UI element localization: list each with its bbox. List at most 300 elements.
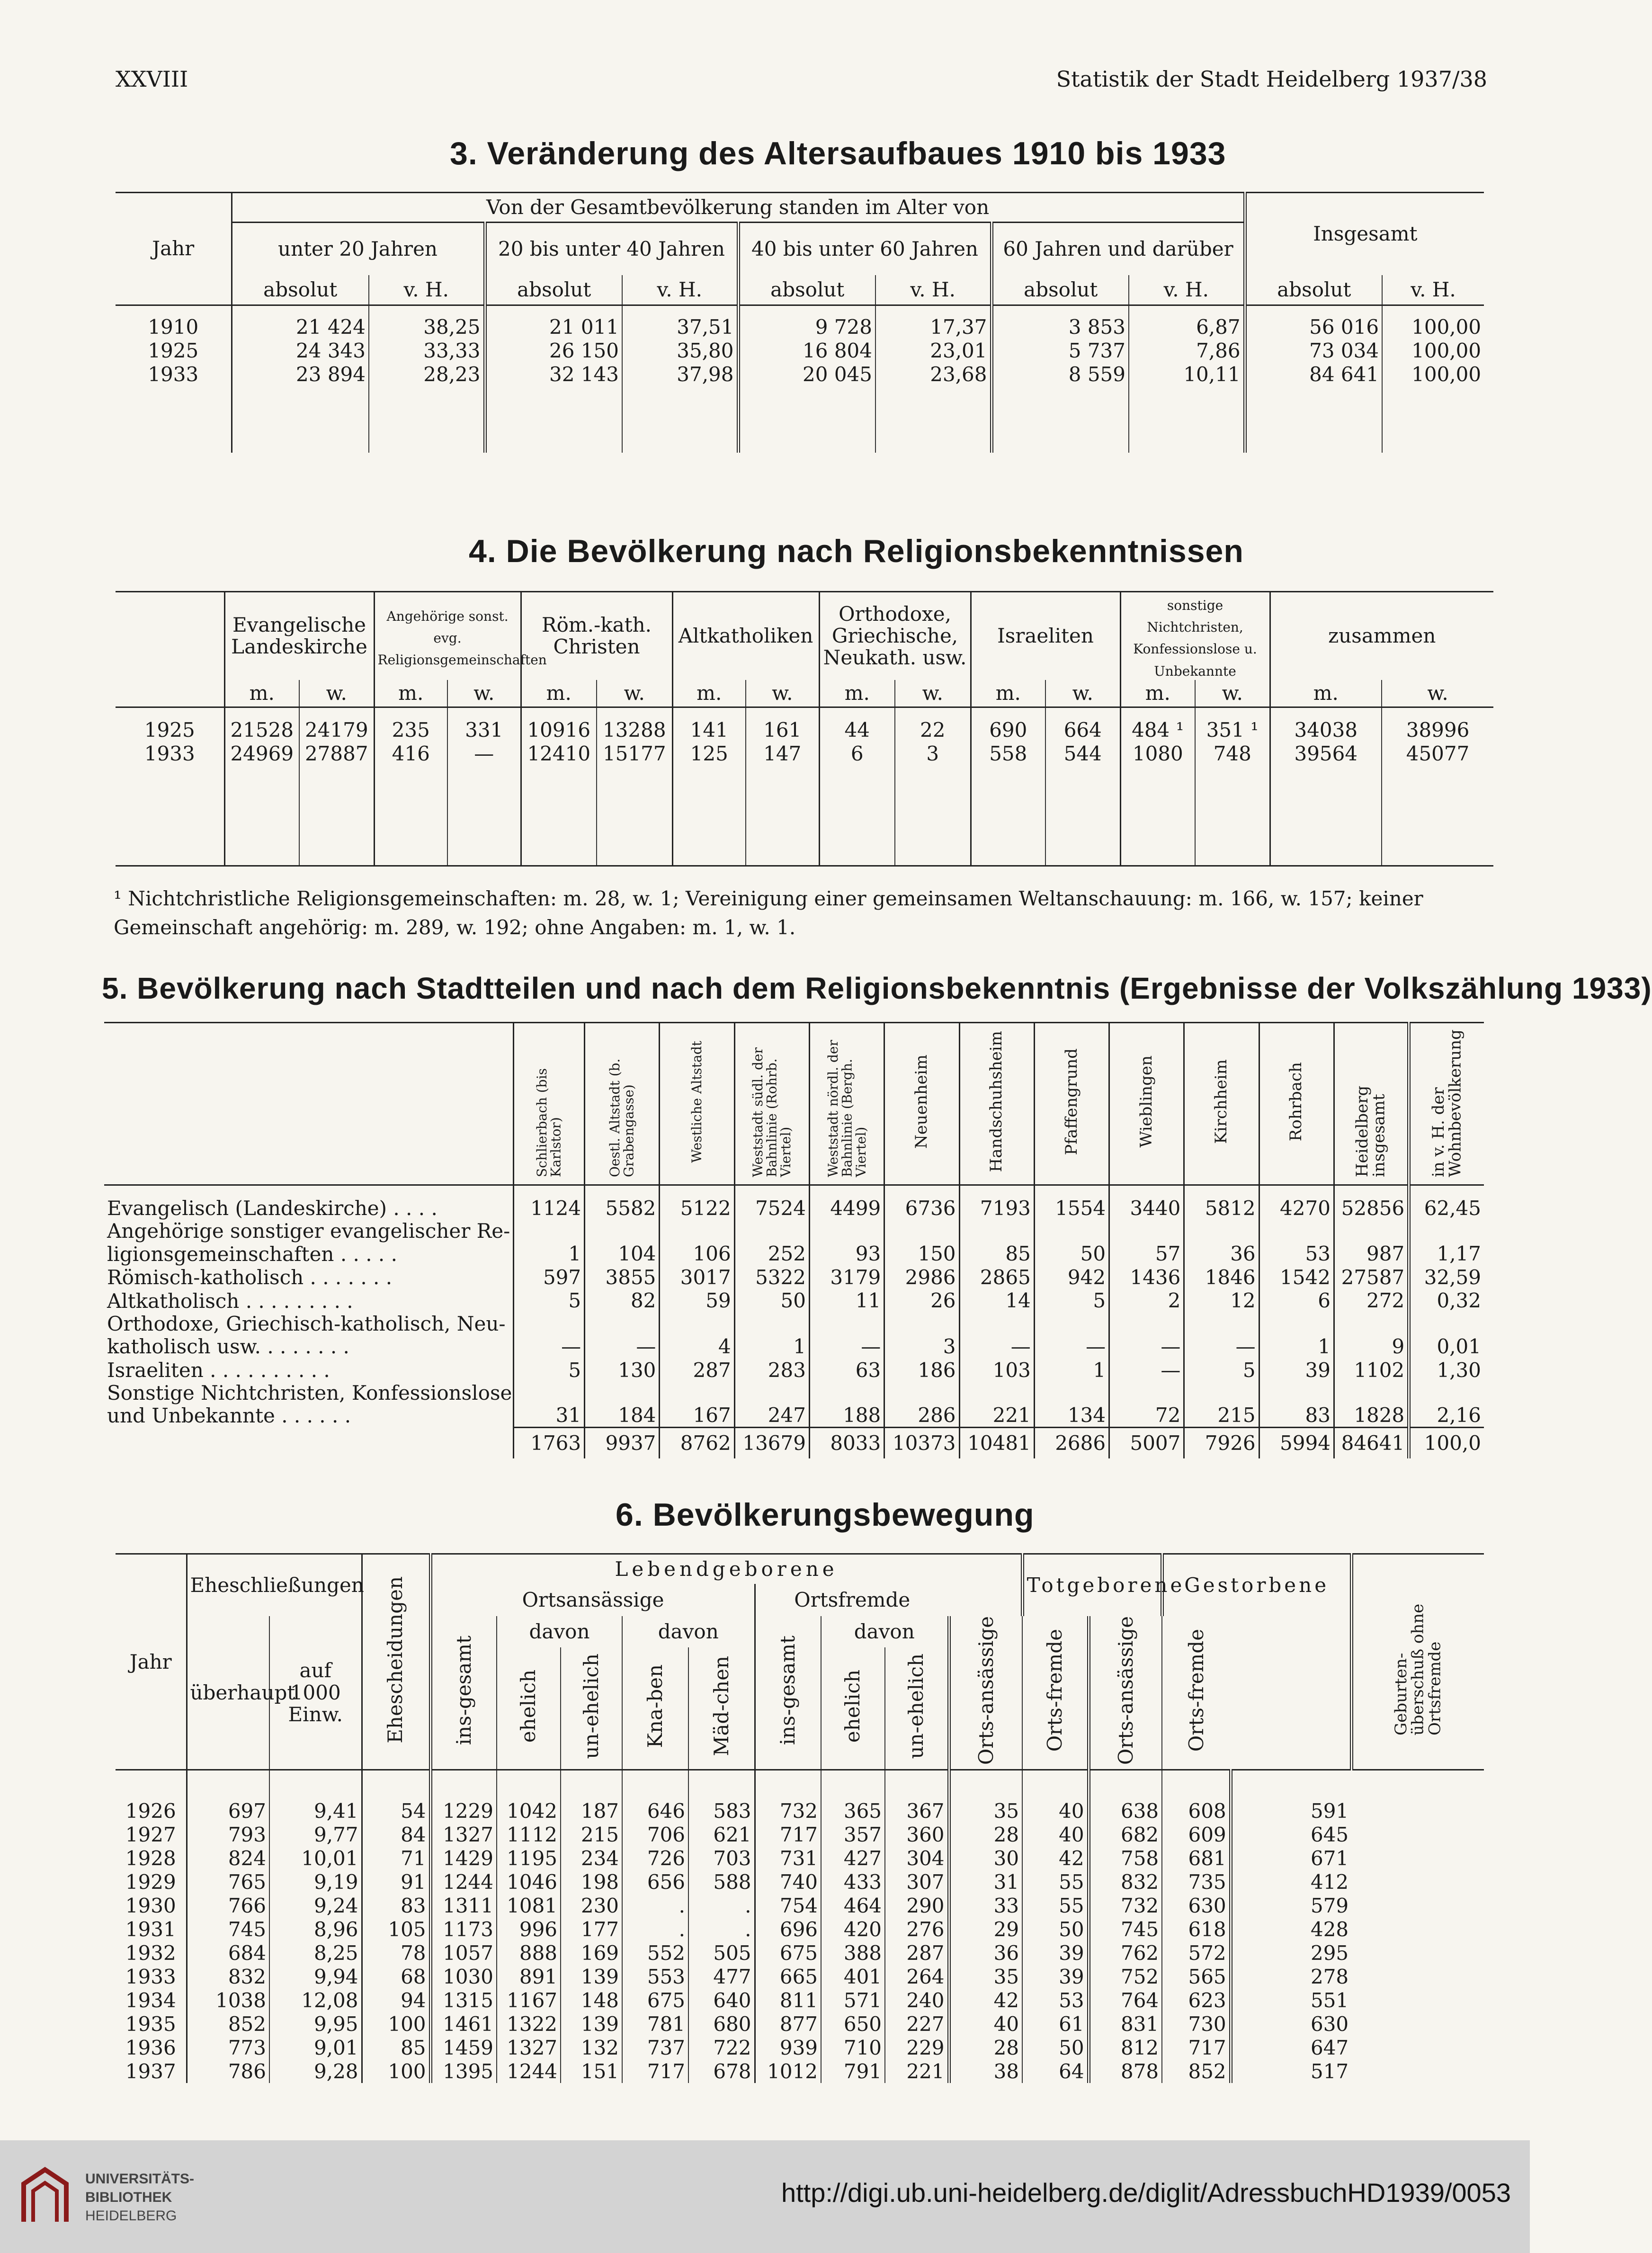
value-cell: 675 <box>755 1941 821 1965</box>
sex-female-label: w. <box>1045 680 1120 707</box>
value-cell: 5122 <box>660 1185 734 1220</box>
col-total: zusammen <box>1270 592 1493 680</box>
value-cell: 14 <box>959 1289 1034 1313</box>
value-cell: 283 <box>734 1359 809 1382</box>
value-cell: 40 <box>949 2012 1022 2036</box>
age-60-plus: 60 Jahren und darüber <box>991 223 1245 276</box>
label-col-empty <box>104 1023 513 1185</box>
value-cell: 1124 <box>513 1185 584 1220</box>
value-cell: 416 <box>374 742 447 766</box>
value-cell: 229 <box>885 2036 949 2059</box>
value-cell: 55 <box>1022 1894 1089 1917</box>
table-row <box>116 1823 1484 1846</box>
value-cell: 1554 <box>1034 1185 1109 1220</box>
empty-cell <box>622 386 738 453</box>
value-cell: 726 <box>622 1846 688 1870</box>
empty-cell <box>1382 766 1493 866</box>
value-cell: 824 <box>228 1846 266 1870</box>
year-cell: 1925 <box>116 707 224 742</box>
empty-cell <box>224 766 299 866</box>
value-cell: 764 <box>1089 1988 1162 2012</box>
value-cell: 1081 <box>497 1894 561 1917</box>
value-cell: 9,24 <box>269 1894 362 1917</box>
value-cell: 1,17 <box>1409 1220 1484 1266</box>
res-davon-2: davon <box>622 1616 755 1647</box>
district-column-label: Oestl. Altstadt (b. Grabengasse) <box>607 1058 637 1178</box>
year-cell: 1936 <box>116 2036 187 2059</box>
value-cell: 45077 <box>1382 742 1493 766</box>
deaths-nonres: Orts-fremde <box>1162 1616 1231 1770</box>
value-cell: 2 <box>1109 1289 1184 1313</box>
sex-female-label: w. <box>1195 680 1270 707</box>
year-cell: 1933 <box>116 363 232 386</box>
value-cell: 681 <box>1162 1846 1231 1870</box>
col-evangelical: Evangelische Landeskirche <box>231 613 367 659</box>
value-cell: . <box>622 1917 688 1941</box>
value-cell: 27587 <box>1334 1266 1409 1289</box>
value-cell: 412 <box>1231 1870 1351 1894</box>
value-cell: 307 <box>885 1870 949 1894</box>
value-cell: 85 <box>362 2036 430 2059</box>
nonresidents-header: Ortsfremde <box>755 1584 949 1616</box>
col-other-evangelical: Angehörige sonst. evg. Religionsgemeinschaften <box>374 592 521 680</box>
value-cell: 9,95 <box>269 2012 362 2036</box>
value-cell: 735 <box>1162 1870 1231 1894</box>
value-cell: 1 <box>513 1220 584 1266</box>
nonres-total: ins-gesamt <box>755 1616 821 1770</box>
value-cell: 62,45 <box>1409 1185 1484 1220</box>
value-cell: 591 <box>1231 1770 1351 1823</box>
library-name <box>85 2170 194 2225</box>
value-cell: 5 <box>513 1289 584 1313</box>
value-cell: 811 <box>755 1988 821 2012</box>
value-cell: 252 <box>734 1220 809 1266</box>
value-cell: 24969 <box>230 742 294 765</box>
value-cell: 831 <box>1089 2012 1162 2036</box>
value-cell: 29 <box>949 1917 1022 1941</box>
value-cell: 588 <box>688 1870 755 1894</box>
value-cell: 106 <box>660 1220 734 1266</box>
value-cell: 71 <box>362 1846 430 1870</box>
value-cell: 579 <box>1231 1894 1351 1917</box>
pct-label: v. H. <box>1382 275 1484 305</box>
library-logo-icon <box>19 2165 71 2226</box>
table-row <box>104 1185 1484 1220</box>
value-cell: 11 <box>809 1289 884 1313</box>
table-row <box>116 1988 1484 2012</box>
abs-label: absolut <box>1245 275 1382 305</box>
district-column-label: Kirchheim <box>1212 1059 1231 1144</box>
value-cell: — <box>1109 1359 1184 1382</box>
col-year-empty <box>116 592 224 680</box>
value-cell: 59 <box>660 1289 734 1313</box>
value-cell: 104 <box>585 1220 660 1266</box>
total-cell: 9937 <box>585 1428 660 1459</box>
row-label-line: Sonstige Nichtchristen, Konfessionslose <box>107 1381 512 1405</box>
value-cell: 55 <box>1022 1870 1089 1894</box>
value-cell: 240 <box>885 1988 949 2012</box>
value-cell: 9 <box>1334 1313 1409 1359</box>
value-cell: 1167 <box>497 1988 561 2012</box>
value-cell: 852 <box>228 2012 266 2036</box>
value-cell: 722 <box>688 2036 755 2059</box>
value-cell: 198 <box>561 1870 622 1894</box>
value-cell: 1038 <box>215 1988 266 2012</box>
value-cell: 773 <box>228 2036 266 2059</box>
table-row <box>104 1266 1484 1289</box>
empty-cell <box>597 766 672 866</box>
value-cell: 762 <box>1089 1941 1162 1965</box>
empty-cell <box>116 680 224 707</box>
table-row <box>116 1870 1484 1894</box>
value-cell: 1311 <box>430 1894 497 1917</box>
pct-label: v. H. <box>1129 275 1245 305</box>
district-column-label: Handschuhsheim <box>987 1031 1006 1172</box>
value-cell: 365 <box>821 1770 885 1823</box>
value-cell: 7193 <box>959 1185 1034 1220</box>
value-cell: 1327 <box>497 2036 561 2059</box>
value-cell: 1429 <box>430 1846 497 1870</box>
value-cell: 36 <box>949 1941 1022 1965</box>
value-cell: 7,86 <box>1129 339 1245 363</box>
value-cell: 100,00 <box>1382 305 1484 340</box>
library-name-line: HEIDELBERG <box>85 2208 177 2224</box>
value-cell: 150 <box>884 1220 959 1266</box>
value-cell: 21 011 <box>485 305 622 340</box>
value-cell: 0,01 <box>1409 1313 1484 1359</box>
table-row <box>116 2012 1484 2036</box>
value-cell: 16 804 <box>738 339 875 363</box>
empty-cell <box>738 386 875 453</box>
value-cell: 235 <box>374 707 447 742</box>
marriages-overall: überhaupt <box>190 1681 295 1704</box>
year-cell: 1927 <box>116 1823 187 1846</box>
row-label-line: Römisch-katholisch . . . . . . . <box>107 1266 393 1289</box>
value-cell: 5812 <box>1184 1185 1259 1220</box>
value-cell: 5322 <box>734 1266 809 1289</box>
totals-row <box>104 1428 1484 1459</box>
year-cell: 1937 <box>116 2059 187 2083</box>
empty-cell <box>1195 766 1270 866</box>
year-cell: 1933 <box>116 742 224 766</box>
residents-header: Ortsansässige <box>430 1584 755 1616</box>
table-row <box>104 1359 1484 1382</box>
value-cell: 1 <box>734 1313 809 1359</box>
sex-male-label: m. <box>249 681 275 705</box>
value-cell: 3 853 <box>991 305 1129 340</box>
year-cell: 1925 <box>116 339 232 363</box>
value-cell: — <box>1034 1313 1109 1359</box>
value-cell: 608 <box>1162 1770 1231 1823</box>
table-row <box>116 1917 1484 1941</box>
table-row <box>116 363 1484 386</box>
value-cell: 278 <box>1231 1965 1351 1988</box>
col-other-non-christian: sonstige Nichtchristen, Konfessionslose u. Unbekannte <box>1120 592 1270 680</box>
sex-male-label: m. <box>819 680 895 707</box>
value-cell: 484 ¹ <box>1120 707 1195 742</box>
value-cell: 1322 <box>497 2012 561 2036</box>
table-row <box>116 2036 1484 2059</box>
value-cell: 50 <box>1022 1917 1089 1941</box>
value-cell: 28 <box>949 2036 1022 2059</box>
value-cell: 8,96 <box>269 1917 362 1941</box>
value-cell: 2986 <box>884 1266 959 1289</box>
value-cell: 125 <box>672 742 746 766</box>
district-column-header <box>1034 1023 1109 1185</box>
res-boys: Kna-ben <box>622 1647 688 1770</box>
empty-cell <box>369 386 485 453</box>
empty-cell <box>116 766 224 866</box>
value-cell: 388 <box>821 1941 885 1965</box>
empty-cell <box>1120 766 1195 866</box>
value-cell: 215 <box>561 1823 622 1846</box>
value-cell: 1102 <box>1334 1359 1409 1382</box>
value-cell: 31 <box>949 1870 1022 1894</box>
value-cell: 671 <box>1231 1846 1351 1870</box>
value-cell: 717 <box>622 2059 688 2083</box>
col-roman-catholic: Röm.-kath. Christen <box>521 592 672 680</box>
value-cell: 1244 <box>430 1870 497 1894</box>
empty-cell <box>232 386 369 453</box>
col-old-catholic: Altkatholiken <box>672 592 819 680</box>
value-cell: 39564 <box>1270 742 1382 766</box>
value-cell: 3 <box>895 742 971 766</box>
value-cell: 100,00 <box>1382 363 1484 386</box>
value-cell: 141 <box>672 707 746 742</box>
table-row <box>104 1220 1484 1266</box>
empty-cell <box>1245 386 1382 453</box>
total-cell: 7926 <box>1184 1428 1259 1459</box>
empty-cell <box>672 766 746 866</box>
total-header: Insgesamt <box>1245 193 1484 276</box>
value-cell: . <box>688 1894 755 1917</box>
row-label-line: Altkatholisch . . . . . . . . . <box>107 1289 353 1313</box>
sex-male-label: m. <box>672 680 746 707</box>
value-cell: 44 <box>819 707 895 742</box>
value-cell: 61 <box>1022 2012 1089 2036</box>
row-label-line: katholisch usw. . . . . . . . <box>107 1335 349 1359</box>
district-column-label: Heidelberg insgesamt <box>1352 1086 1389 1178</box>
total-cell: 100,0 <box>1409 1428 1484 1459</box>
total-cell: 8762 <box>660 1428 734 1459</box>
district-column-label: Rohrbach <box>1286 1062 1306 1141</box>
value-cell: 20 045 <box>738 363 875 386</box>
value-cell: 83 <box>362 1894 430 1917</box>
value-cell: 33 <box>949 1894 1022 1917</box>
value-cell: 565 <box>1162 1965 1231 1988</box>
value-cell: 26 150 <box>485 339 622 363</box>
value-cell: 791 <box>821 2059 885 2083</box>
value-cell: 132 <box>561 2036 622 2059</box>
value-cell: 221 <box>959 1382 1034 1428</box>
district-column-header <box>809 1023 884 1185</box>
value-cell: 100 <box>362 2012 430 2036</box>
value-cell: 3179 <box>809 1266 884 1289</box>
value-cell: 21528 <box>230 718 294 742</box>
empty-cell <box>819 766 895 866</box>
value-cell: 215 <box>1184 1382 1259 1428</box>
value-cell: 134 <box>1034 1382 1109 1428</box>
value-cell: 52856 <box>1334 1185 1409 1220</box>
value-cell: 623 <box>1162 1988 1231 2012</box>
sex-male-label: m. <box>521 680 597 707</box>
res-girls: Mäd-chen <box>688 1647 755 1770</box>
row-label-line: Israeliten . . . . . . . . . . <box>107 1358 330 1382</box>
value-cell: 3017 <box>660 1266 734 1289</box>
value-cell: 781 <box>622 2012 688 2036</box>
empty-cell <box>875 386 991 453</box>
value-cell: 9,41 <box>269 1770 362 1823</box>
value-cell: 39 <box>1259 1359 1334 1382</box>
value-cell: 737 <box>622 2036 688 2059</box>
value-cell: 1395 <box>430 2059 497 2083</box>
value-cell: 40 <box>1022 1770 1089 1823</box>
row-label <box>104 1313 513 1359</box>
empty-cell <box>895 766 971 866</box>
value-cell: 72 <box>1109 1382 1184 1428</box>
value-cell: 64 <box>1022 2059 1089 2083</box>
value-cell: 13288 <box>597 707 672 742</box>
value-cell: 1030 <box>430 1965 497 1988</box>
age-20-40: 20 bis unter 40 Jahren <box>485 223 738 276</box>
value-cell: 646 <box>622 1770 688 1823</box>
value-cell: 53 <box>1022 1988 1089 2012</box>
total-cell: 8033 <box>809 1428 884 1459</box>
value-cell: 4 <box>660 1313 734 1359</box>
value-cell: 758 <box>1089 1846 1162 1870</box>
table3-title: 3. Veränderung des Altersaufbaues 1910 bis 1933 <box>450 135 1226 171</box>
value-cell: 9 728 <box>738 305 875 340</box>
value-cell: 696 <box>755 1917 821 1941</box>
sex-female-label: w. <box>1382 680 1493 707</box>
pct-label: v. H. <box>875 275 991 305</box>
district-column-header <box>1334 1023 1409 1185</box>
value-cell: 1 <box>1034 1359 1109 1382</box>
library-name-line: BIBLIOTHEK <box>85 2190 172 2205</box>
value-cell: 23,68 <box>875 363 991 386</box>
value-cell: 73 034 <box>1245 339 1382 363</box>
row-label-line: und Unbekannte . . . . . . <box>107 1404 351 1428</box>
value-cell: — <box>1184 1313 1259 1359</box>
value-cell: 247 <box>734 1382 809 1428</box>
value-cell: 169 <box>561 1941 622 1965</box>
value-cell: 78 <box>362 1941 430 1965</box>
value-cell: 2865 <box>959 1266 1034 1289</box>
value-cell: 351 ¹ <box>1195 707 1270 742</box>
table-row <box>116 1846 1484 1870</box>
marriages-per-1000: auf 1000 Einw. <box>269 1616 362 1770</box>
stillborn-nonres: Orts-fremde <box>1022 1616 1089 1770</box>
value-cell: 57 <box>1109 1220 1184 1266</box>
value-cell: 640 <box>688 1988 755 2012</box>
district-column-header <box>734 1023 809 1185</box>
value-cell: 91 <box>362 1870 430 1894</box>
value-cell: 21 424 <box>296 315 366 339</box>
value-cell: 84 641 <box>1245 363 1382 386</box>
value-cell: 786 <box>228 2059 266 2083</box>
value-cell: 230 <box>561 1894 622 1917</box>
table-row <box>116 2059 1484 2083</box>
value-cell: 10916 <box>521 707 597 742</box>
value-cell: 4499 <box>809 1185 884 1220</box>
row-label <box>104 1382 513 1428</box>
table-row <box>116 339 1484 363</box>
value-cell: 888 <box>497 1941 561 1965</box>
value-cell: 24 343 <box>296 339 366 363</box>
year-cell: 1929 <box>116 1870 187 1894</box>
value-cell: 5 737 <box>991 339 1129 363</box>
value-cell: 748 <box>1195 742 1270 766</box>
col-orthodox: Orthodoxe, Griechische, Neukath. usw. <box>819 592 971 680</box>
empty-cell <box>299 766 374 866</box>
district-column-label: Westliche Altstadt <box>689 1040 705 1163</box>
res-total: ins-gesamt <box>430 1616 497 1770</box>
value-cell: 360 <box>885 1823 949 1846</box>
value-cell: 5 <box>1034 1289 1109 1313</box>
year-cell: 1931 <box>116 1917 187 1941</box>
value-cell: 40 <box>1022 1823 1089 1846</box>
table-row <box>104 1289 1484 1313</box>
total-cell: 5994 <box>1259 1428 1334 1459</box>
value-cell: 5 <box>1184 1359 1259 1382</box>
value-cell: 891 <box>497 1965 561 1988</box>
value-cell: 732 <box>1089 1894 1162 1917</box>
footnote: ¹ Nichtchristliche Religionsgemeinschaften: m. 28, w. 1; Vereinigung einer gemeinsamen Weltanschauung: m. 166, w. 157; keiner Gemeinschaft angehörig: m. 289, w. 192; ohne Angaben: m. 1, w. 1. <box>114 887 1423 939</box>
value-cell: 6,87 <box>1129 305 1245 340</box>
district-column-header <box>513 1023 584 1185</box>
value-cell: 618 <box>1162 1917 1231 1941</box>
value-cell: 1461 <box>430 2012 497 2036</box>
value-cell: 331 <box>447 707 521 742</box>
value-cell: 732 <box>755 1770 821 1823</box>
value-cell: 505 <box>688 1941 755 1965</box>
value-cell: 1 <box>1259 1313 1334 1359</box>
value-cell: 621 <box>688 1823 755 1846</box>
value-cell: 878 <box>1089 2059 1162 2083</box>
value-cell: 630 <box>1162 1894 1231 1917</box>
value-cell: 357 <box>821 1823 885 1846</box>
value-cell: 53 <box>1259 1220 1334 1266</box>
table-row <box>116 1965 1484 1988</box>
value-cell: 85 <box>959 1220 1034 1266</box>
age-group-header: Von der Gesamtbevölkerung standen im Alter von <box>232 193 1245 223</box>
value-cell: 6 <box>1259 1289 1334 1313</box>
value-cell: 148 <box>561 1988 622 2012</box>
empty-cell <box>1045 766 1120 866</box>
value-cell: — <box>959 1313 1034 1359</box>
value-cell: 1042 <box>497 1770 561 1823</box>
value-cell: 139 <box>561 2012 622 2036</box>
total-cell: 84641 <box>1334 1428 1409 1459</box>
district-column-header <box>1409 1023 1484 1185</box>
abs-label: absolut <box>991 275 1129 305</box>
value-cell: 167 <box>660 1382 734 1428</box>
table4-title: 4. Die Bevölkerung nach Religionsbekenntnissen <box>469 533 1244 569</box>
value-cell: 27887 <box>299 742 374 766</box>
total-cell: 13679 <box>734 1428 809 1459</box>
value-cell: 12410 <box>521 742 597 766</box>
page-number: XXVIII <box>116 66 188 92</box>
value-cell: 100,00 <box>1382 339 1484 363</box>
value-cell: — <box>447 742 521 766</box>
year-cell: 1928 <box>116 1846 187 1870</box>
empty-cell <box>104 1428 513 1459</box>
value-cell: 139 <box>561 1965 622 1988</box>
age-structure-table <box>116 192 1484 453</box>
value-cell: 161 <box>746 707 819 742</box>
source-url[interactable]: http://digi.ub.uni-heidelberg.de/diglit/AdressbuchHD1939/0053 <box>781 2178 1511 2208</box>
value-cell: 1012 <box>755 2059 821 2083</box>
